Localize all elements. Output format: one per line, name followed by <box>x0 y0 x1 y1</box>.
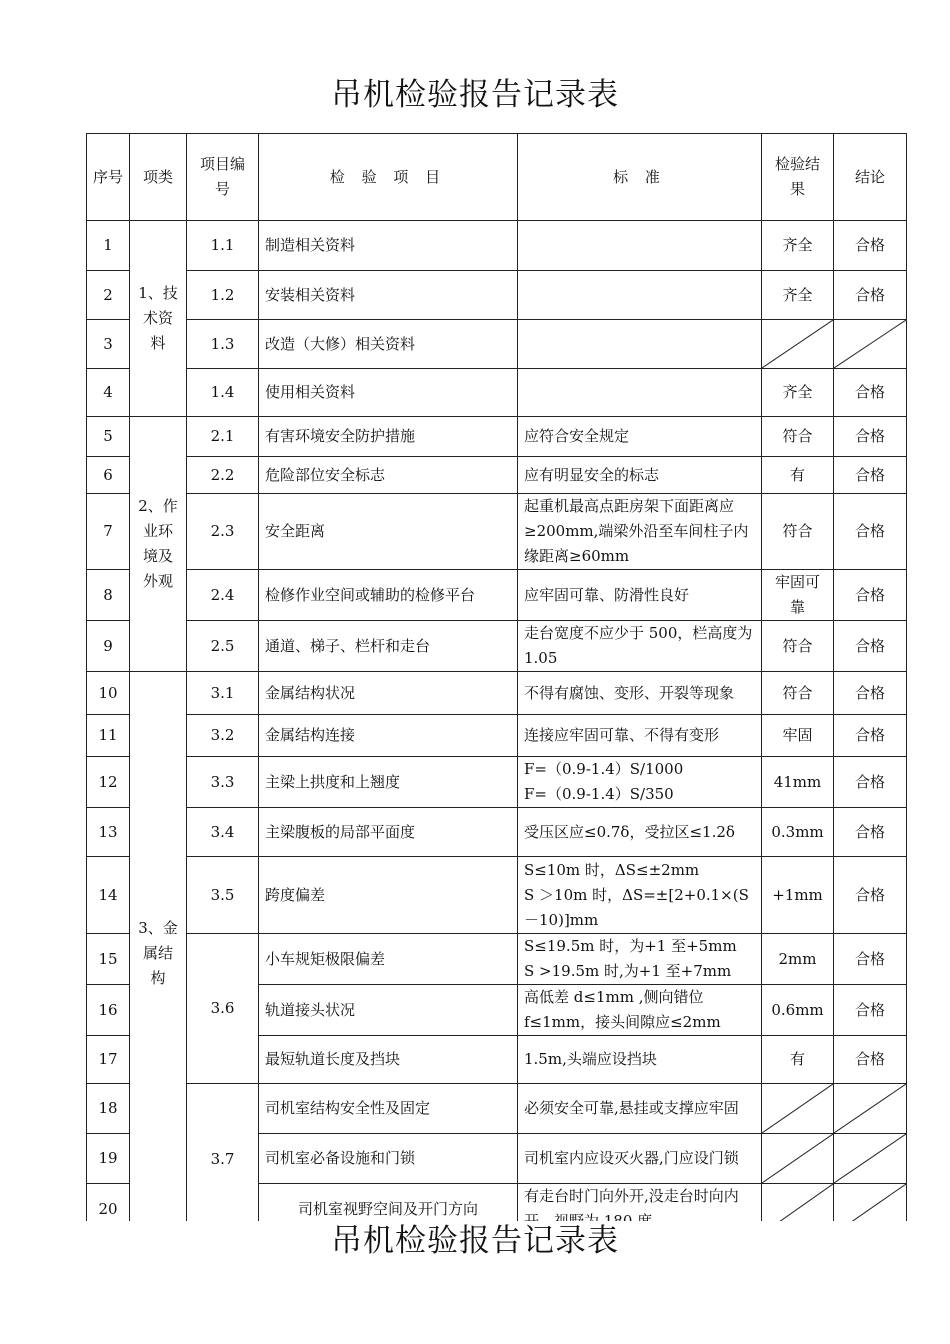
item-cell: 安全距离 <box>259 494 518 570</box>
item-no-cell: 2.2 <box>187 457 259 494</box>
not-applicable-slash <box>834 1084 907 1134</box>
standard-cell: 连接应牢固可靠、不得有变形 <box>518 715 762 757</box>
conclusion-cell: 合格 <box>834 457 907 494</box>
not-applicable-slash <box>762 320 834 369</box>
conclusion-cell: 合格 <box>834 369 907 417</box>
header-item: 检 验 项 目 <box>259 134 518 221</box>
not-applicable-slash <box>762 1134 834 1184</box>
item-cell: 跨度偏差 <box>259 857 518 934</box>
not-applicable-slash <box>834 1134 907 1184</box>
result-cell: 牢固 <box>762 715 834 757</box>
table-row <box>87 271 907 320</box>
seq-cell: 17 <box>87 1036 130 1084</box>
seq-cell: 9 <box>87 621 130 672</box>
seq-cell: 7 <box>87 494 130 570</box>
table-row <box>87 369 907 417</box>
seq-cell: 20 <box>87 1184 130 1235</box>
table-header-row <box>87 134 907 221</box>
result-cell: 齐全 <box>762 369 834 417</box>
seq-cell: 18 <box>87 1084 130 1134</box>
category-cell: 3、金属结构 <box>130 672 187 1235</box>
standard-cell <box>518 320 762 369</box>
table-row <box>87 221 907 271</box>
conclusion-cell: 合格 <box>834 494 907 570</box>
not-applicable-slash <box>834 320 907 369</box>
result-cell: 有 <box>762 457 834 494</box>
standard-cell: 受压区应≤0.7δ，受拉区≤1.2δ <box>518 808 762 857</box>
header-seq: 序号 <box>87 134 130 221</box>
standard-cell: 应有明显安全的标志 <box>518 457 762 494</box>
item-cell: 小车规矩极限偏差 <box>259 934 518 985</box>
item-cell: 司机室必备设施和门锁 <box>259 1134 518 1184</box>
standard-cell: 司机室内应设灭火器,门应设门锁 <box>518 1134 762 1184</box>
conclusion-cell: 合格 <box>834 1036 907 1084</box>
standard-line: S >19.5m 时,为+1 至+7mm <box>524 962 732 980</box>
conclusion-cell: 合格 <box>834 934 907 985</box>
seq-cell: 10 <box>87 672 130 715</box>
item-cell: 危险部位安全标志 <box>259 457 518 494</box>
inspection-table <box>86 133 907 1235</box>
table-row <box>87 715 907 757</box>
table-row <box>87 417 907 457</box>
not-applicable-slash <box>762 1084 834 1134</box>
conclusion-cell: 合格 <box>834 570 907 621</box>
conclusion-cell: 合格 <box>834 985 907 1036</box>
conclusion-cell: 合格 <box>834 757 907 808</box>
conclusion-cell: 合格 <box>834 808 907 857</box>
seq-cell: 16 <box>87 985 130 1036</box>
standard-cell <box>518 857 762 934</box>
result-cell: 0.3mm <box>762 808 834 857</box>
item-no-cell: 3.3 <box>187 757 259 808</box>
result-cell: 符合 <box>762 494 834 570</box>
seq-cell: 19 <box>87 1134 130 1184</box>
item-cell: 金属结构连接 <box>259 715 518 757</box>
table-row <box>87 621 907 672</box>
result-cell: 齐全 <box>762 221 834 271</box>
item-cell: 轨道接头状况 <box>259 985 518 1036</box>
item-cell: 主梁腹板的局部平面度 <box>259 808 518 857</box>
seq-cell: 8 <box>87 570 130 621</box>
item-no-cell: 3.7 <box>187 1084 259 1235</box>
seq-cell: 3 <box>87 320 130 369</box>
conclusion-cell: 合格 <box>834 672 907 715</box>
standard-cell: 走台宽度不应少于 500，栏高度为 1.05 <box>518 621 762 672</box>
standard-line: S≤19.5m 时，为+1 至+5mm <box>524 937 737 955</box>
header-category: 项类 <box>130 134 187 221</box>
standard-cell <box>518 757 762 808</box>
result-cell: 牢固可靠 <box>762 570 834 621</box>
result-cell: 41mm <box>762 757 834 808</box>
standard-line: F=（0.9-1.4）S/350 <box>524 785 674 803</box>
header-conclusion: 结论 <box>834 134 907 221</box>
standard-cell: 必须安全可靠,悬挂或支撑应牢固 <box>518 1084 762 1134</box>
standard-cell <box>518 271 762 320</box>
conclusion-cell: 合格 <box>834 621 907 672</box>
standard-line: S≤10m 时，ΔS≤±2mm <box>524 860 700 879</box>
item-no-cell: 3.6 <box>187 934 259 1084</box>
item-cell: 司机室结构安全性及固定 <box>259 1084 518 1134</box>
seq-cell: 12 <box>87 757 130 808</box>
item-no-cell: 2.4 <box>187 570 259 621</box>
item-cell: 司机室视野空间及开门方向 <box>259 1184 518 1235</box>
table-row <box>87 570 907 621</box>
item-cell: 通道、梯子、栏杆和走台 <box>259 621 518 672</box>
standard-cell: 应符合安全规定 <box>518 417 762 457</box>
item-no-cell: 2.3 <box>187 494 259 570</box>
result-cell: 齐全 <box>762 271 834 320</box>
result-cell: 符合 <box>762 621 834 672</box>
result-cell: 有 <box>762 1036 834 1084</box>
category-cell: 2、作业环境及外观 <box>130 417 187 672</box>
page-title: 吊机检验报告记录表 <box>331 77 619 113</box>
conclusion-cell: 合格 <box>834 271 907 320</box>
item-cell: 有害环境安全防护措施 <box>259 417 518 457</box>
result-cell: 2mm <box>762 934 834 985</box>
standard-cell <box>518 221 762 271</box>
seq-cell: 14 <box>87 857 130 934</box>
standard-cell <box>518 934 762 985</box>
result-cell: 0.6mm <box>762 985 834 1036</box>
table-row <box>87 1084 907 1134</box>
item-cell: 金属结构状况 <box>259 672 518 715</box>
item-no-cell: 1.3 <box>187 320 259 369</box>
table-row <box>87 808 907 857</box>
standard-cell: 不得有腐蚀、变形、开裂等现象 <box>518 672 762 715</box>
item-cell: 最短轨道长度及挡块 <box>259 1036 518 1084</box>
item-no-cell: 2.5 <box>187 621 259 672</box>
seq-cell: 4 <box>87 369 130 417</box>
header-item-no: 项目编号 <box>187 134 259 221</box>
table-row <box>87 672 907 715</box>
item-no-cell: 1.1 <box>187 221 259 271</box>
header-result: 检验结果 <box>762 134 834 221</box>
table-row <box>87 934 907 985</box>
seq-cell: 1 <box>87 221 130 271</box>
item-cell: 安装相关资料 <box>259 271 518 320</box>
seq-cell: 15 <box>87 934 130 985</box>
result-cell: 符合 <box>762 417 834 457</box>
item-no-cell: 1.4 <box>187 369 259 417</box>
standard-cell: 有走台时门向外开,没走台时向内 <box>518 1184 762 1235</box>
standard-cell: 高低差 d≤1mm ,侧向错位 f≤1mm，接头间隙应≤2mm <box>518 985 762 1036</box>
seq-cell: 2 <box>87 271 130 320</box>
item-no-cell: 2.1 <box>187 417 259 457</box>
standard-cell: 应牢固可靠、防滑性良好 <box>518 570 762 621</box>
standard-cell <box>518 369 762 417</box>
table-row <box>87 457 907 494</box>
conclusion-cell: 合格 <box>834 417 907 457</box>
item-no-cell: 3.4 <box>187 808 259 857</box>
table-row <box>87 494 907 570</box>
standard-cell: 1.5m,头端应设挡块 <box>518 1036 762 1084</box>
result-cell: +1mm <box>762 857 834 934</box>
seq-cell: 5 <box>87 417 130 457</box>
item-cell: 改造（大修）相关资料 <box>259 320 518 369</box>
conclusion-cell: 合格 <box>834 857 907 934</box>
item-cell: 使用相关资料 <box>259 369 518 417</box>
standard-line: S ＞10m 时，ΔS=±[2+0.1×(S－10)]mm <box>524 885 749 929</box>
standard-cell: 起重机最高点距房架下面距离应≥200mm,端梁外沿至车间柱子内缘距离≥60mm <box>518 494 762 570</box>
item-no-cell: 3.1 <box>187 672 259 715</box>
item-cell: 主梁上拱度和上翘度 <box>259 757 518 808</box>
table-row <box>87 757 907 808</box>
conclusion-cell: 合格 <box>834 715 907 757</box>
item-cell: 制造相关资料 <box>259 221 518 271</box>
table-row <box>87 857 907 934</box>
table-row <box>87 320 907 369</box>
item-cell: 检修作业空间或辅助的检修平台 <box>259 570 518 621</box>
result-cell: 符合 <box>762 672 834 715</box>
seq-cell: 11 <box>87 715 130 757</box>
conclusion-cell: 合格 <box>834 221 907 271</box>
category-cell: 1、技术资料 <box>130 221 187 417</box>
item-no-cell: 1.2 <box>187 271 259 320</box>
seq-cell: 13 <box>87 808 130 857</box>
page-title-repeat: 吊机检验报告记录表 <box>0 1221 950 1261</box>
header-standard: 标 准 <box>518 134 762 221</box>
item-no-cell: 3.2 <box>187 715 259 757</box>
item-no-cell: 3.5 <box>187 857 259 934</box>
standard-line: F=（0.9-1.4）S/1000 <box>524 760 684 778</box>
seq-cell: 6 <box>87 457 130 494</box>
